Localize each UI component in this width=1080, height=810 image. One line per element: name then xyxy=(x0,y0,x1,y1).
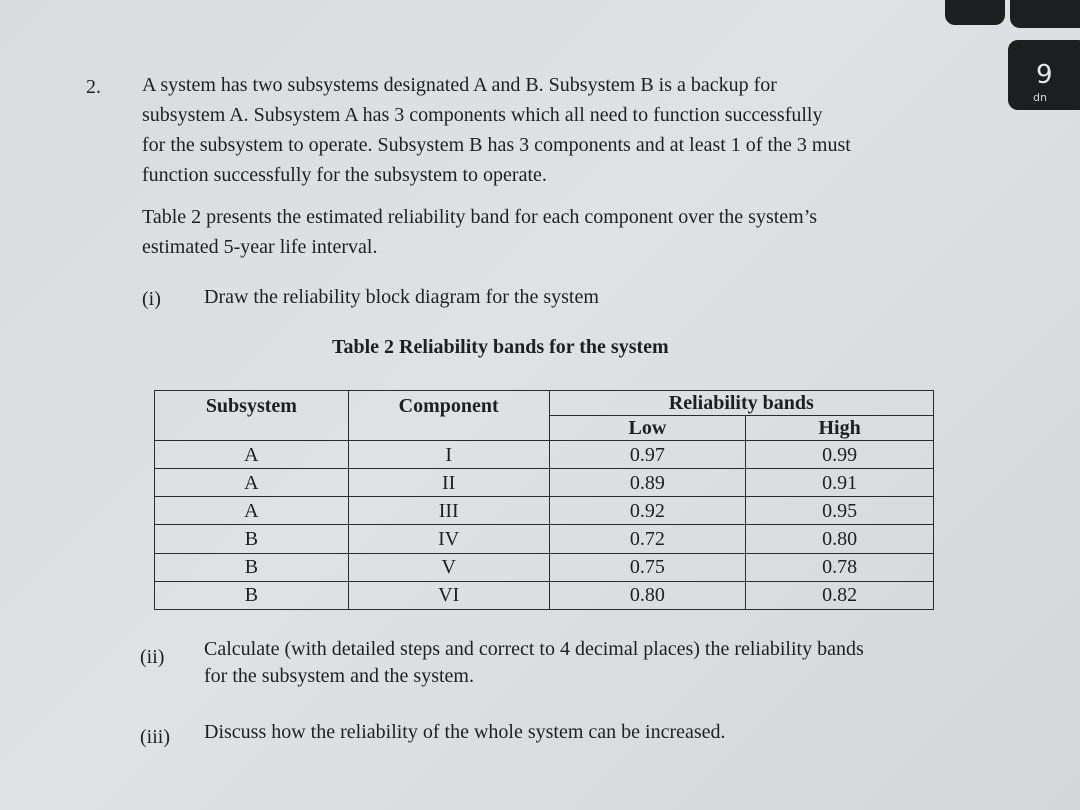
table-row xyxy=(155,525,934,553)
cell-subsystem: A xyxy=(155,497,349,525)
intro-line: function successfully for the subsystem to operate. xyxy=(142,164,547,186)
table-intro xyxy=(142,202,817,262)
table-title: Table 2 Reliability bands for the system xyxy=(332,336,669,358)
keyboard-key xyxy=(945,0,1005,25)
header-reliability-bands: Reliability bands xyxy=(549,391,933,416)
question-number: 2. xyxy=(86,76,101,98)
reliability-table xyxy=(154,390,934,610)
part-text xyxy=(204,636,864,690)
cell-subsystem: B xyxy=(155,525,349,553)
cell-subsystem: B xyxy=(155,553,349,581)
header-high: High xyxy=(746,416,934,441)
keyboard-key-label: 9 xyxy=(1036,60,1053,90)
cell-component: IV xyxy=(348,525,549,553)
intro-line: subsystem A. Subsystem A has 3 components which all need to function successfully xyxy=(142,104,823,126)
cell-low: 0.97 xyxy=(549,441,746,469)
table-row xyxy=(155,581,934,609)
table-intro-line: Table 2 presents the estimated reliability band for each component over the system’s xyxy=(142,206,818,228)
part-number: (iii) xyxy=(140,726,170,748)
cell-subsystem: A xyxy=(155,441,349,469)
cell-component: III xyxy=(348,497,549,525)
cell-high: 0.82 xyxy=(746,581,934,609)
cell-low: 0.75 xyxy=(549,553,746,581)
cell-high: 0.99 xyxy=(746,441,934,469)
cell-low: 0.72 xyxy=(549,525,746,553)
question-intro xyxy=(142,70,851,190)
cell-component: II xyxy=(348,469,549,497)
cell-subsystem: B xyxy=(155,581,349,609)
keyboard-key xyxy=(1010,0,1080,28)
table-intro-line: estimated 5-year life interval. xyxy=(142,236,378,258)
intro-line: A system has two subsystems designated A and B. Subsystem B is a backup for xyxy=(142,74,777,96)
cell-subsystem: A xyxy=(155,469,349,497)
cell-low: 0.89 xyxy=(549,469,746,497)
cell-component: VI xyxy=(348,581,549,609)
keyboard-key-sublabel: up xyxy=(1033,92,1047,105)
table-row xyxy=(155,497,934,525)
table-row xyxy=(155,553,934,581)
part-text: Discuss how the reliability of the whole system can be increased. xyxy=(204,721,726,743)
table-row xyxy=(155,469,934,497)
cell-high: 0.91 xyxy=(746,469,934,497)
part-text-line: for the subsystem and the system. xyxy=(204,665,474,687)
cell-high: 0.95 xyxy=(746,497,934,525)
header-low: Low xyxy=(549,416,746,441)
intro-line: for the subsystem to operate. Subsystem B has 3 components and at least 1 of the 3 must xyxy=(142,134,851,156)
part-text: Draw the reliability block diagram for the system xyxy=(204,286,599,308)
cell-low: 0.92 xyxy=(549,497,746,525)
part-text-line: Calculate (with detailed steps and correct to 4 decimal places) the reliability bands xyxy=(204,638,864,660)
cell-component: I xyxy=(348,441,549,469)
cell-high: 0.78 xyxy=(746,553,934,581)
cell-high: 0.80 xyxy=(746,525,934,553)
header-component: Component xyxy=(348,391,549,441)
part-number: (i) xyxy=(142,288,161,310)
part-number: (ii) xyxy=(140,646,165,668)
table-row xyxy=(155,441,934,469)
cell-low: 0.80 xyxy=(549,581,746,609)
cell-component: V xyxy=(348,553,549,581)
header-subsystem: Subsystem xyxy=(155,391,349,441)
